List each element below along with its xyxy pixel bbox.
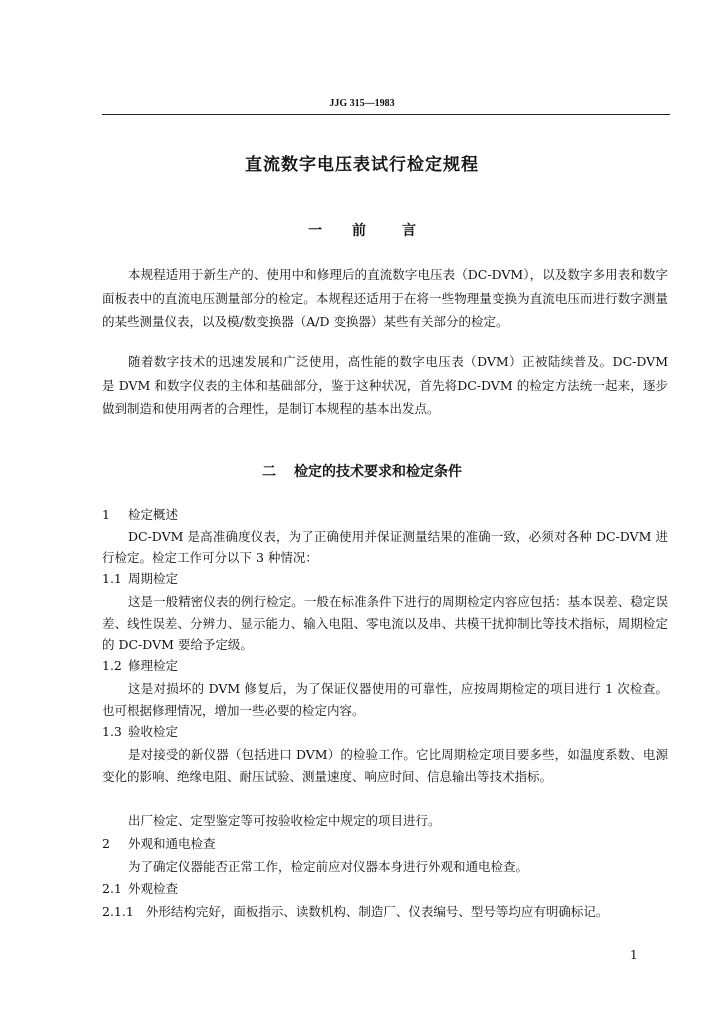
- section2-heading: [0, 461, 724, 481]
- item-title: 修理检定: [128, 658, 179, 673]
- item-heading: [102, 656, 668, 676]
- item-title: 外观检查: [128, 881, 179, 896]
- item-title: 外观和通电检查: [128, 836, 216, 851]
- foreword-paragraph-1: 本规程适用于新生产的、使用中和修理后的直流数字电压表（DC-DVM），以及数字多用表和数字面板表中的直流电压测量部分的检定。本规程还适用于在将一些物理量变换为直流电压而进行数字测量的某些测量仪表，以及模/数变换器（A/D 变换器）某些有关部分的检定。: [102, 267, 668, 329]
- section2-heading-number: 二: [262, 464, 276, 480]
- item-heading: [102, 722, 668, 742]
- section2-heading-text: 检定的技术要求和检定条件: [294, 464, 462, 480]
- item-title: 检定概述: [128, 507, 179, 522]
- document-title: 直流数字电压表试行检定规程: [245, 155, 479, 175]
- item-heading: [102, 834, 668, 854]
- item-heading: [102, 879, 668, 899]
- item-text: 是对接受的新仪器（包括进口 DVM）的检验工作。它比周期检定项目要多些，如温度系数、电源变化的影响、绝缘电阻、耐压试验、测量速度、响应时间、信息输出等技术指标。: [102, 747, 668, 784]
- item-number: 2.1: [102, 881, 122, 896]
- foreword-paragraph-2: 随着数字技术的迅速发展和广泛使用，高性能的数字电压表（DVM）正被陆续普及。DC-DVM 是 DVM 和数字仪表的主体和基础部分，鉴于这种状况，首先将DC-DVM 的检定方法统一起来，逐步做到制造和使用两者的合理性，是制订本规程的基本出发点。: [102, 354, 668, 416]
- item-number: 1.1: [102, 571, 122, 586]
- foreword-heading: [0, 220, 724, 240]
- header-rule: [102, 114, 670, 115]
- foreword-heading-word2: 言: [402, 223, 416, 239]
- item-number: 1: [102, 507, 110, 522]
- item-number: 2: [102, 836, 110, 851]
- standard-code: JJG 315—1983: [329, 98, 395, 109]
- item-heading: [102, 505, 668, 525]
- item-text: 这是对损坏的 DVM 修复后，为了保证仪器使用的可靠性，应按周期检定的项目进行 1 次检查。也可根据修理情况，增加一些必要的检定内容。: [102, 681, 668, 718]
- page-number: 1: [630, 948, 638, 962]
- item-text: 出厂检定、定型鉴定等可按验收检定中规定的项目进行。: [128, 813, 441, 828]
- item-text: 为了确定仪器能否正常工作，检定前应对仪器本身进行外观和通电检查。: [128, 859, 529, 874]
- item-number: 1.2: [102, 658, 122, 673]
- item-title: 外形结构完好，面板指示、读数机构、制造厂、仪表编号、型号等均应有明确标记。: [145, 904, 609, 919]
- item-text: DC-DVM 是高准确度仪表，为了正确使用并保证测量结果的准确一致，必须对各种 DC-DVM 进行检定。检定工作可分以下 3 种情况：: [102, 529, 668, 565]
- item-number: 2.1.1: [102, 904, 134, 919]
- foreword-heading-number: 一: [308, 223, 322, 239]
- item-text: 这是一般精密仪表的例行检定。一般在标准条件下进行的周期检定内容应包括：基本误差、稳定误差、线性误差、分辨力、显示能力、输入电阻、零电流以及串、共模干扰抑制比等技术指标，周期检定的 DC-DVM 要给予定级。: [102, 594, 668, 652]
- item-heading: [102, 569, 668, 589]
- item-title: 周期检定: [128, 571, 179, 586]
- item-text: [102, 901, 668, 923]
- foreword-heading-word1: 前: [352, 223, 366, 239]
- item-title: 验收检定: [128, 724, 179, 739]
- item-number: 1.3: [102, 724, 122, 739]
